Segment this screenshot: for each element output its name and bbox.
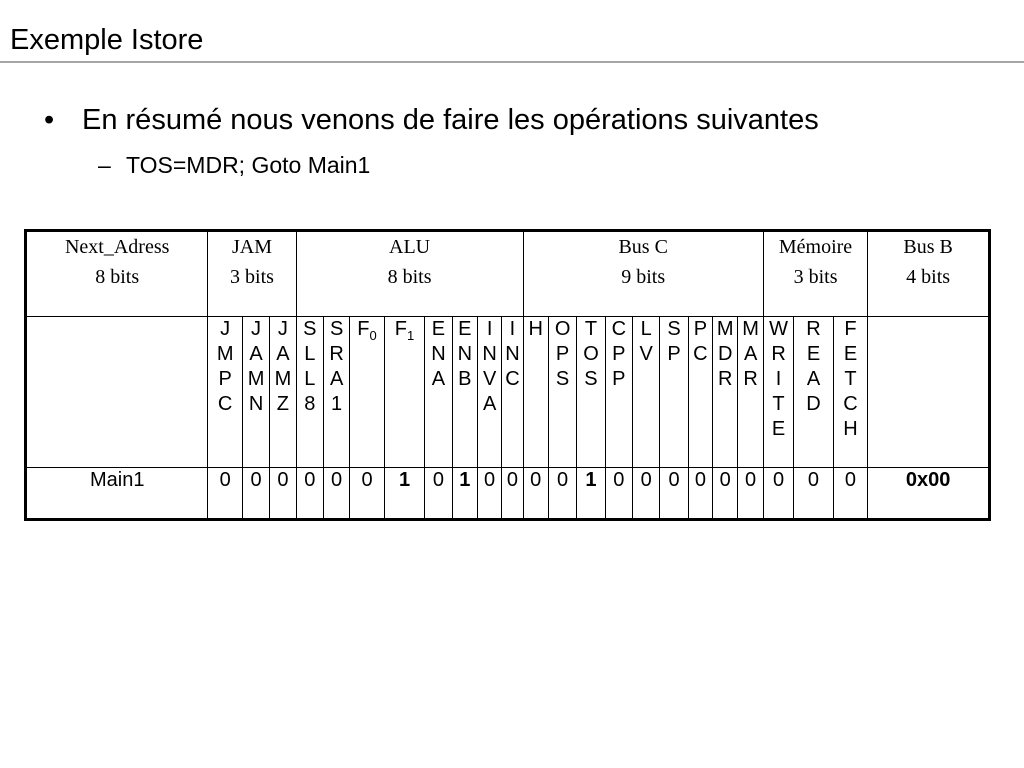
- value-cell: 1: [452, 468, 477, 520]
- signal-letter: A: [276, 343, 290, 365]
- signal-letter: L: [304, 343, 316, 365]
- value-cell: 0: [713, 468, 738, 520]
- signal-letter: C: [611, 318, 627, 340]
- group-header-row: [26, 231, 990, 317]
- signal-letter: N: [482, 343, 497, 365]
- value-cell: 0: [833, 468, 867, 520]
- signal-letter: E: [458, 318, 472, 340]
- signal-letter: O: [583, 343, 599, 365]
- dash-bullet-icon: –: [98, 152, 111, 178]
- signal-letter: T: [772, 393, 785, 415]
- signal-letter: N: [457, 343, 473, 365]
- signal-letter: P: [693, 318, 708, 340]
- signal-letter: R: [806, 318, 821, 340]
- signal-letter: A: [482, 393, 497, 415]
- signal-letter: N: [505, 343, 520, 365]
- value-cell: 0: [242, 468, 269, 520]
- bullet-dot-icon: •: [44, 104, 55, 136]
- value-cell: 0: [350, 468, 384, 520]
- signal-sp: [660, 317, 688, 468]
- signal-letter: H: [528, 318, 543, 340]
- signal-letter: I: [486, 318, 493, 340]
- signal-letter: A: [249, 343, 263, 365]
- signal-jamn: [242, 317, 269, 468]
- signal-lv: [633, 317, 660, 468]
- signal-letter: E: [771, 418, 786, 440]
- signal-letter: V: [639, 343, 653, 365]
- bullet-main-text: En résumé nous venons de faire les opérations suivantes: [82, 104, 819, 136]
- signal-mar: [738, 317, 763, 468]
- signal-letter: W: [769, 318, 788, 340]
- bus-b-value: 0x00: [868, 468, 990, 520]
- signal-ops: [548, 317, 576, 468]
- signal-ena: [425, 317, 452, 468]
- signal-letter: S: [329, 318, 344, 340]
- signal-letter: A: [431, 368, 446, 390]
- group-memoire: Mémoire 3 bits: [763, 231, 867, 317]
- signal-cpp: [605, 317, 632, 468]
- signal-label: $F_1$: [394, 318, 415, 343]
- signal-letter: R: [718, 368, 733, 390]
- value-cell: 0: [270, 468, 296, 520]
- bullet-sub: [98, 150, 370, 180]
- row-label: Main1: [26, 468, 208, 520]
- signal-letter: M: [216, 343, 234, 365]
- signal-letter: E: [806, 343, 821, 365]
- signal-letter: V: [482, 368, 497, 390]
- bullet-sub-text: TOS=MDR; Goto Main1: [126, 152, 371, 178]
- signal-letter: A: [743, 343, 758, 365]
- group-bus-c: Bus C 9 bits: [523, 231, 763, 317]
- signal-letter: M: [274, 368, 292, 390]
- signal-fetch: [833, 317, 867, 468]
- signal-letter: T: [844, 368, 857, 390]
- signal-letter: D: [806, 393, 821, 415]
- signal-letter: 8: [304, 393, 316, 415]
- signal-row: [26, 317, 990, 468]
- signal-letter: S: [555, 368, 570, 390]
- signal-letter: P: [555, 343, 570, 365]
- signal-write: [763, 317, 793, 468]
- value-cell: 0: [477, 468, 501, 520]
- signal-letter: E: [431, 318, 446, 340]
- signal-tos: [577, 317, 605, 468]
- value-cell: 0: [763, 468, 793, 520]
- signal-mdr: [713, 317, 738, 468]
- value-cell: 0: [605, 468, 632, 520]
- value-cell: 0: [548, 468, 576, 520]
- signal-f1: [384, 317, 425, 468]
- signal-label: $F_0$: [357, 318, 377, 343]
- signal-inva: [477, 317, 501, 468]
- signal-letter: E: [843, 343, 858, 365]
- signal-letter: C: [505, 368, 520, 390]
- signal-letter: M: [247, 368, 265, 390]
- signal-letter: I: [775, 368, 782, 390]
- title-divider: [0, 61, 1024, 63]
- signal-letter: C: [693, 343, 708, 365]
- signal-h: [523, 317, 548, 468]
- signal-sra1: [323, 317, 349, 468]
- value-cell: 0: [208, 468, 242, 520]
- signal-inc: [502, 317, 523, 468]
- signal-letter: N: [431, 343, 446, 365]
- signal-letter: N: [248, 393, 264, 415]
- signal-jamz: [270, 317, 296, 468]
- signal-letter: S: [584, 368, 598, 390]
- signal-letter: Z: [276, 393, 290, 415]
- value-cell: 0: [425, 468, 452, 520]
- signal-letter: F: [844, 318, 857, 340]
- signal-letter: P: [612, 343, 626, 365]
- signal-letter: 1: [331, 393, 343, 415]
- signal-jmpc: [208, 317, 242, 468]
- signal-letter: C: [217, 393, 233, 415]
- value-cell: 1: [384, 468, 425, 520]
- group-alu: ALU 8 bits: [296, 231, 523, 317]
- value-cell: 0: [660, 468, 688, 520]
- signal-letter: R: [771, 343, 786, 365]
- signal-pc: [688, 317, 712, 468]
- value-cell: 0: [794, 468, 834, 520]
- signal-read: [794, 317, 834, 468]
- signal-letter: M: [716, 318, 734, 340]
- value-cell: 0: [738, 468, 763, 520]
- signal-letter: P: [218, 368, 232, 390]
- signal-letter: P: [612, 368, 626, 390]
- istore-table: [24, 229, 991, 521]
- signal-letter: A: [329, 368, 344, 390]
- signal-letter: M: [742, 318, 759, 340]
- signal-letter: R: [329, 343, 344, 365]
- signal-letter: B: [458, 368, 472, 390]
- signal-letter: S: [303, 318, 317, 340]
- group-bus-b: Bus B 4 bits: [868, 231, 990, 317]
- value-cell: 0: [323, 468, 349, 520]
- signal-letter: L: [640, 318, 652, 340]
- signal-letter: J: [251, 318, 262, 340]
- signal-f0: [350, 317, 384, 468]
- value-cell: 0: [523, 468, 548, 520]
- signal-letter: J: [277, 318, 288, 340]
- signal-letter: D: [718, 343, 733, 365]
- value-cell: 0: [502, 468, 523, 520]
- signal-letter: H: [843, 418, 858, 440]
- signal-letter: P: [667, 343, 681, 365]
- signal-letter: I: [509, 318, 516, 340]
- value-cell: 0: [633, 468, 660, 520]
- signal-bus-b-blank: [868, 317, 990, 468]
- group-next-address: Next_Adress 8 bits: [26, 231, 208, 317]
- value-cell: 0: [296, 468, 323, 520]
- group-jam: JAM 3 bits: [208, 231, 296, 317]
- signal-blank-cell: [26, 317, 208, 468]
- signal-letter: A: [806, 368, 821, 390]
- slide-title: Exemple Istore: [10, 24, 204, 56]
- signal-enb: [452, 317, 477, 468]
- signal-sll8: [296, 317, 323, 468]
- signal-letter: J: [220, 318, 231, 340]
- signal-letter: S: [667, 318, 681, 340]
- signal-letter: T: [584, 318, 598, 340]
- value-cell: 1: [577, 468, 605, 520]
- signal-letter: C: [843, 393, 858, 415]
- signal-letter: O: [554, 318, 571, 340]
- bullet-main: [44, 102, 819, 138]
- signal-letter: L: [304, 368, 316, 390]
- value-cell: 0: [688, 468, 712, 520]
- signal-letter: R: [743, 368, 758, 390]
- table-row: [26, 468, 990, 520]
